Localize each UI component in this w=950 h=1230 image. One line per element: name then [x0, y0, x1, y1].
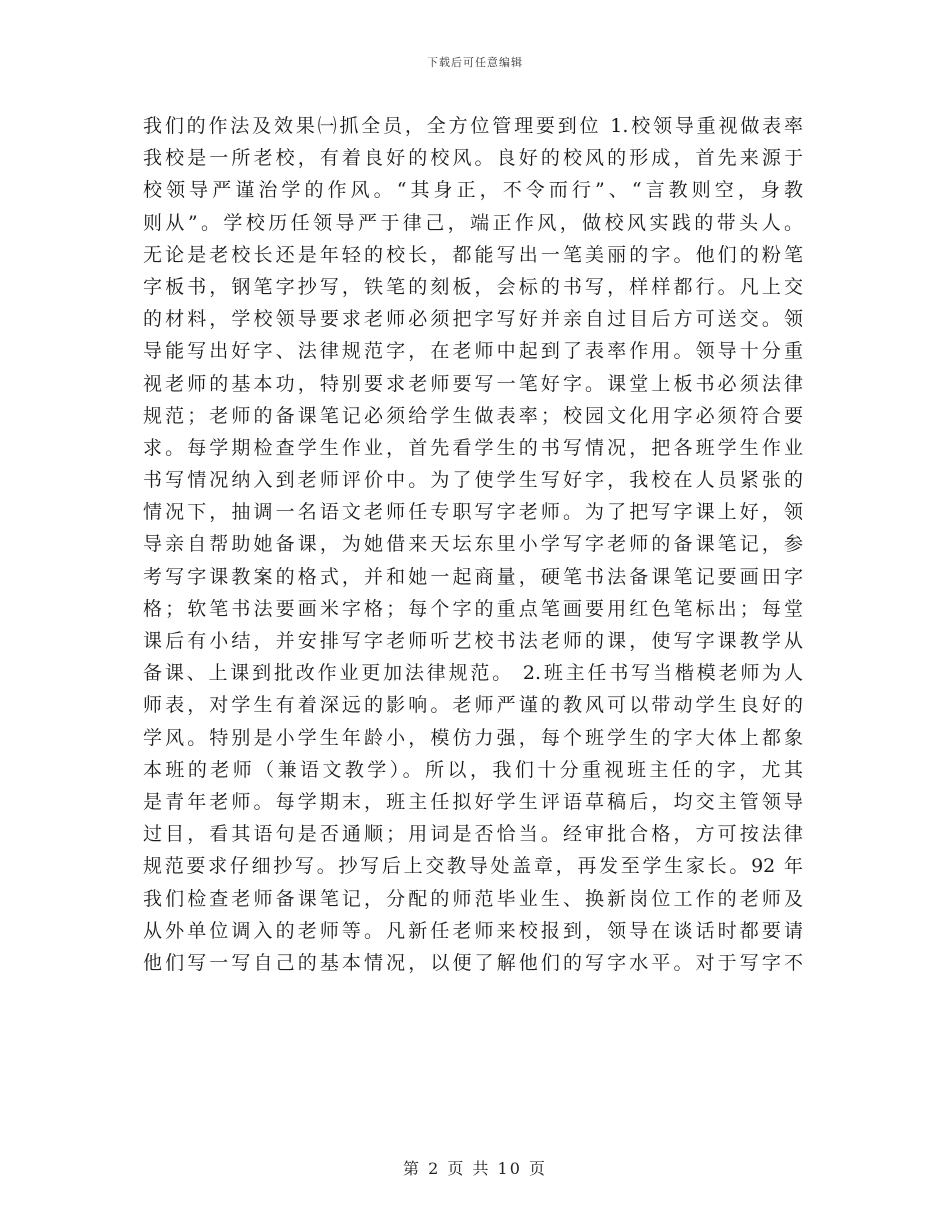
body-line: 我校是一所老校，有着良好的校风。良好的校风的形成，首先来源于 [143, 147, 803, 170]
body-line: 从外单位调入的老师等。凡新任老师来校报到，领导在谈话时都要请 [143, 919, 803, 942]
body-line: 视老师的基本功，特别要求老师要写一笔好字。课堂上板书必须法律 [143, 372, 803, 395]
body-line: 导能写出好字、法律规范字，在老师中起到了表率作用。领导十分重 [143, 340, 803, 363]
body-line: 过目，看其语句是否通顺；用词是否恰当。经审批合格，方可按法律 [143, 823, 803, 846]
body-line: 是青年老师。每学期末，班主任拟好学生评语草稿后，均交主管领导 [143, 790, 803, 813]
body-line: 他们写一写自己的基本情况，以便了解他们的写字水平。对于写字不 [143, 951, 803, 974]
page-header: 下载后可任意编辑 [427, 56, 523, 69]
body-line: 我们检查老师备课笔记，分配的师范毕业生、换新岗位工作的老师及 [143, 887, 803, 910]
body-line: 我们的作法及效果㈠抓全员，全方位管理要到位 1.校领导重视做表率 [143, 115, 803, 137]
body-line: 无论是老校长还是年轻的校长，都能写出一笔美丽的字。他们的粉笔 [143, 243, 803, 266]
page-number-footer: 第 2 页 共 10 页 [403, 1159, 547, 1178]
body-line: 课后有小结，并安排写字老师听艺校书法老师的课，使写字课教学从 [143, 630, 803, 652]
body-line: 的材料，学校领导要求老师必须把字写好并亲自过目后方可送交。领 [143, 308, 803, 331]
body-line: 求。每学期检查学生作业，首先看学生的书写情况，把各班学生作业 [143, 436, 803, 459]
body-line: 规范要求仔细抄写。抄写后上交教导处盖章，再发至学生家长。92 年 [143, 855, 803, 878]
body-line: 字板书，钢笔字抄写，铁笔的刻板，会标的书写，样样都行。凡上交 [143, 275, 803, 298]
body-line: 校领导严谨治学的作风。“其身正，不令而行”、“言教则空，身教 [143, 179, 803, 202]
body-line: 考写字课教案的格式，并和她一起商量，硬笔书法备课笔记要画田字 [143, 565, 803, 588]
body-line: 本班的老师（兼语文教学）。所以，我们十分重视班主任的字，尤其 [143, 758, 803, 781]
document-body [143, 110, 803, 979]
body-line: 备课、上课到批改作业更加法律规范。 2.班主任书写当楷模老师为人 [143, 662, 803, 685]
body-line: 规范；老师的备课笔记必须给学生做表率；校园文化用字必须符合要 [143, 404, 803, 427]
body-line: 师表，对学生有着深远的影响。老师严谨的教风可以带动学生良好的 [143, 694, 803, 717]
body-line: 书写情况纳入到老师评价中。为了使学生写好字，我校在人员紧张的 [143, 469, 803, 492]
body-line: 情况下，抽调一名语文老师任专职写字老师。为了把写字课上好，领 [143, 501, 803, 524]
body-line: 学风。特别是小学生年龄小，模仿力强，每个班学生的字大体上都象 [143, 726, 803, 749]
body-line: 则从”。学校历任领导严于律己，端正作风，做校风实践的带头人。 [143, 211, 803, 234]
body-line: 导亲自帮助她备课，为她借来天坛东里小学写字老师的备课笔记，参 [143, 533, 803, 556]
body-line: 格；软笔书法要画米字格；每个字的重点笔画要用红色笔标出；每堂 [143, 597, 803, 620]
